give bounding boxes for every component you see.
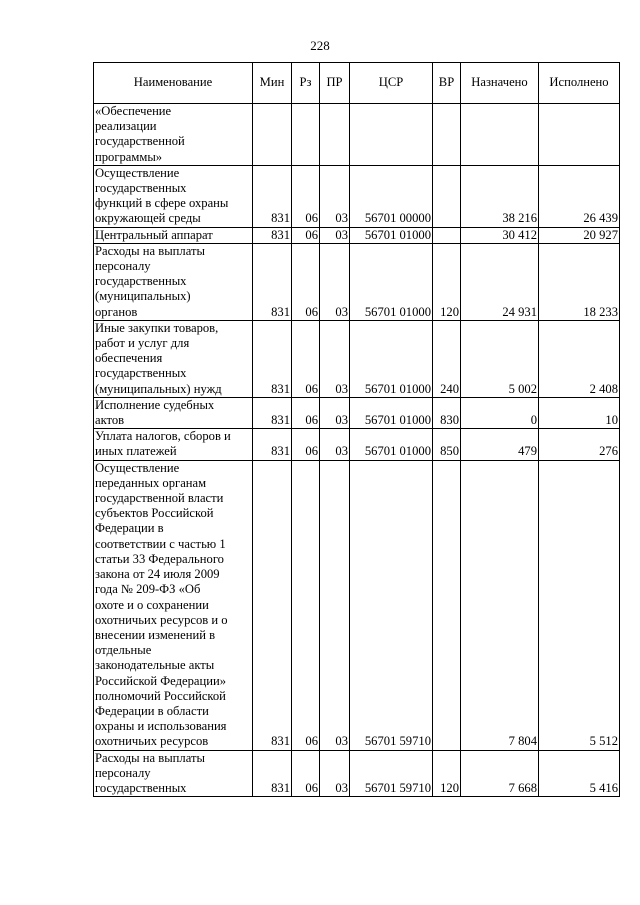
row-min: 831: [253, 320, 292, 397]
row-pr: 03: [320, 227, 350, 243]
row-vr: [433, 227, 461, 243]
header-executed: Исполнено: [539, 63, 620, 104]
row-assigned: 7 668: [461, 750, 539, 797]
row-rz: 06: [292, 243, 320, 320]
row-pr: 03: [320, 397, 350, 428]
table-row: [94, 429, 620, 460]
row-csr: 56701 01000: [350, 320, 433, 397]
row-min: 831: [253, 460, 292, 750]
row-executed: 2 408: [539, 320, 620, 397]
row-vr: 120: [433, 243, 461, 320]
header-min: Мин: [253, 63, 292, 104]
table-row: [94, 460, 620, 750]
row-name: Иные закупки товаров, работ и услуг для обеспечения государственных (муниципальных) нужд: [94, 320, 253, 397]
row-vr: 850: [433, 429, 461, 460]
row-executed: 20 927: [539, 227, 620, 243]
table-row: [94, 243, 620, 320]
row-executed: 5 512: [539, 460, 620, 750]
row-name: Уплата налогов, сборов и иных платежей: [94, 429, 253, 460]
row-vr: [433, 460, 461, 750]
row-csr: [350, 104, 433, 166]
header-rz: Рз: [292, 63, 320, 104]
row-assigned: 38 216: [461, 165, 539, 227]
table-row: [94, 397, 620, 428]
row-name: Расходы на выплаты персоналу государственных (муниципальных) органов: [94, 243, 253, 320]
row-pr: [320, 104, 350, 166]
row-executed: 26 439: [539, 165, 620, 227]
row-rz: 06: [292, 397, 320, 428]
budget-table: [93, 62, 620, 797]
row-rz: 06: [292, 460, 320, 750]
row-min: 831: [253, 243, 292, 320]
row-min: 831: [253, 429, 292, 460]
row-name: Расходы на выплаты персоналу государственных: [94, 750, 253, 797]
row-vr: 120: [433, 750, 461, 797]
row-name: «Обеспечение реализации государственной программы»: [94, 104, 253, 166]
row-name: Исполнение судебных актов: [94, 397, 253, 428]
row-vr: 830: [433, 397, 461, 428]
row-min: [253, 104, 292, 166]
row-rz: 06: [292, 429, 320, 460]
row-pr: 03: [320, 429, 350, 460]
row-min: 831: [253, 750, 292, 797]
row-executed: 18 233: [539, 243, 620, 320]
row-csr: 56701 01000: [350, 429, 433, 460]
table-header-row: [94, 63, 620, 104]
row-executed: [539, 104, 620, 166]
row-pr: 03: [320, 750, 350, 797]
table-row: [94, 104, 620, 166]
row-csr: 56701 00000: [350, 165, 433, 227]
row-executed: 276: [539, 429, 620, 460]
row-name: Осуществление переданных органам государственной власти субъектов Российской Федерации в соответствии с частью 1 статьи 33 Федерального закона от 24 июля 2009 года № 209-ФЗ «Об охоте и о сохранении охотничьих ресурсов и о внесении изменений в отдельные законодательные акты Российской Федерации» полномочий Российской Федерации в области охраны и использования охотничьих ресурсов: [94, 460, 253, 750]
header-name: Наименование: [94, 63, 253, 104]
page-number: 228: [310, 38, 330, 53]
row-assigned: 24 931: [461, 243, 539, 320]
row-vr: [433, 104, 461, 166]
row-pr: 03: [320, 320, 350, 397]
row-pr: 03: [320, 165, 350, 227]
row-vr: 240: [433, 320, 461, 397]
table-row: [94, 227, 620, 243]
row-assigned: [461, 104, 539, 166]
row-rz: 06: [292, 165, 320, 227]
table-row: [94, 165, 620, 227]
row-assigned: 479: [461, 429, 539, 460]
header-pr: ПР: [320, 63, 350, 104]
row-assigned: 7 804: [461, 460, 539, 750]
header-vr: ВР: [433, 63, 461, 104]
row-rz: 06: [292, 320, 320, 397]
table-row: [94, 320, 620, 397]
row-rz: 06: [292, 227, 320, 243]
row-name: Центральный аппарат: [94, 227, 253, 243]
row-min: 831: [253, 165, 292, 227]
row-pr: 03: [320, 243, 350, 320]
row-csr: 56701 01000: [350, 243, 433, 320]
row-csr: 56701 01000: [350, 397, 433, 428]
row-executed: 10: [539, 397, 620, 428]
row-name: Осуществление государственных функций в сфере охраны окружающей среды: [94, 165, 253, 227]
row-vr: [433, 165, 461, 227]
row-pr: 03: [320, 460, 350, 750]
row-rz: [292, 104, 320, 166]
row-rz: 06: [292, 750, 320, 797]
header-csr: ЦСР: [350, 63, 433, 104]
row-assigned: 0: [461, 397, 539, 428]
row-csr: 56701 59710: [350, 460, 433, 750]
row-assigned: 30 412: [461, 227, 539, 243]
row-executed: 5 416: [539, 750, 620, 797]
row-csr: 56701 59710: [350, 750, 433, 797]
row-assigned: 5 002: [461, 320, 539, 397]
row-min: 831: [253, 227, 292, 243]
row-csr: 56701 01000: [350, 227, 433, 243]
header-assigned: Назначено: [461, 63, 539, 104]
row-min: 831: [253, 397, 292, 428]
table-row: [94, 750, 620, 797]
